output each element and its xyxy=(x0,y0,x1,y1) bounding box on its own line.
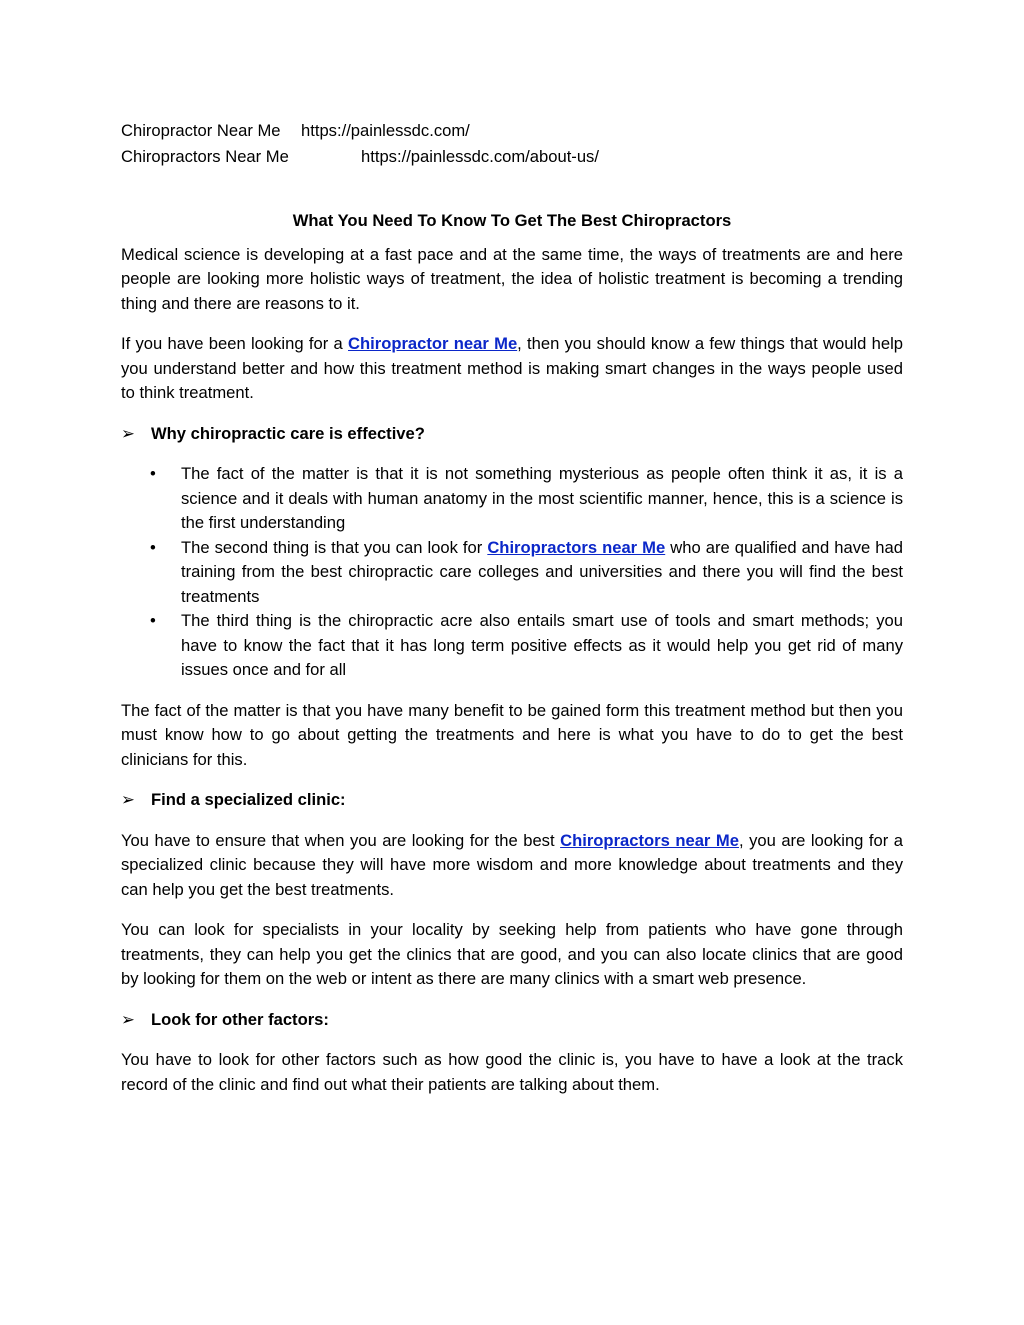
list-item-text: The third thing is the chiropractic acre also entails smart use of tools and smart methods; you have to know the fact that it has long term positive effects as it would help you get rid of many issues once and for all xyxy=(181,611,903,679)
paragraph xyxy=(121,829,903,903)
header-keyword: Chiropractor Near Me xyxy=(121,121,281,140)
paragraph-text: , you are looking for a specialized clinic because they will have more wisdom and more knowledge about treatments and they can help you get the best treatments. xyxy=(121,830,904,899)
list-item-text: The second thing is that you can look for xyxy=(181,537,488,557)
list-item xyxy=(121,536,903,610)
header-url: https://painlessdc.com/about-us/ xyxy=(361,147,599,166)
paragraph-text: If you have been looking for a xyxy=(121,334,349,353)
header-link-row xyxy=(121,144,903,170)
arrow-bullet-icon: ➢ xyxy=(121,423,135,443)
section-heading-text: Look for other factors: xyxy=(151,1009,329,1029)
section-heading xyxy=(121,788,903,813)
paragraph: You can look for specialists in your locality by seeking help from patients who have gone through treatments, they can help you get the clinics that are good, and you can also locate clinics that are good by looking for them on the web or intent as there are many clinics with a smart web presence. xyxy=(121,920,903,988)
list-item xyxy=(121,609,903,683)
chiropractors-near-me-link[interactable]: Chiropractors near Me xyxy=(560,830,739,850)
list-item xyxy=(121,462,903,536)
arrow-bullet-icon: ➢ xyxy=(121,790,135,809)
section-heading xyxy=(121,1008,903,1033)
intro-paragraph: Medical science is developing at a fast pace and at the same time, the ways of treatments are and here people are looking more holistic ways of treatment, the idea of holistic treatment is becoming a trending thing and there are reasons to it. xyxy=(121,244,903,313)
list-item-text: who are qualified and have had training from the best chiropractic care colleges and universities and there you will find the best treatments xyxy=(181,537,903,606)
paragraph-text: You have to ensure that when you are looking for the best xyxy=(121,830,561,850)
bullet-icon: • xyxy=(150,611,156,630)
section-heading xyxy=(121,422,903,447)
header-link-row xyxy=(121,118,903,144)
section-heading-text: Find a specialized clinic: xyxy=(151,790,346,809)
header-keyword: Chiropractors Near Me xyxy=(121,147,289,166)
paragraph: The fact of the matter is that you have many benefit to be gained form this treatment method but then you must know how to go about getting the treatments and here is what you have to do to get the best clinicians for this. xyxy=(121,700,903,769)
bullet-icon: • xyxy=(150,537,156,557)
chiropractor-near-me-link[interactable]: Chiropractor near Me xyxy=(348,334,518,353)
chiropractors-near-me-link[interactable]: Chiropractors near Me xyxy=(487,537,666,557)
bullet-list xyxy=(121,462,903,683)
paragraph: You have to look for other factors such as how good the clinic is, you have to have a look at the track record of the clinic and find out what their patients are talking about them. xyxy=(121,1050,903,1094)
list-item-text: The fact of the matter is that it is not something mysterious as people often think it as, it is a science and it deals with human anatomy in the most scientific manner, hence, this is a science is the first understanding xyxy=(181,464,903,532)
paragraph xyxy=(121,332,903,406)
header-url: https://painlessdc.com/ xyxy=(301,121,470,140)
paragraph-text: , then you should know a few things that would help you understand better and how this treatment method is making smart changes in the ways people used to think treatment. xyxy=(121,334,903,402)
document-title: What You Need To Know To Get The Best Chiropractors xyxy=(292,211,732,230)
arrow-bullet-icon: ➢ xyxy=(121,1009,135,1029)
document-page xyxy=(121,118,903,1113)
bullet-icon: • xyxy=(150,464,156,483)
section-heading-text: Why chiropractic care is effective? xyxy=(151,423,425,443)
